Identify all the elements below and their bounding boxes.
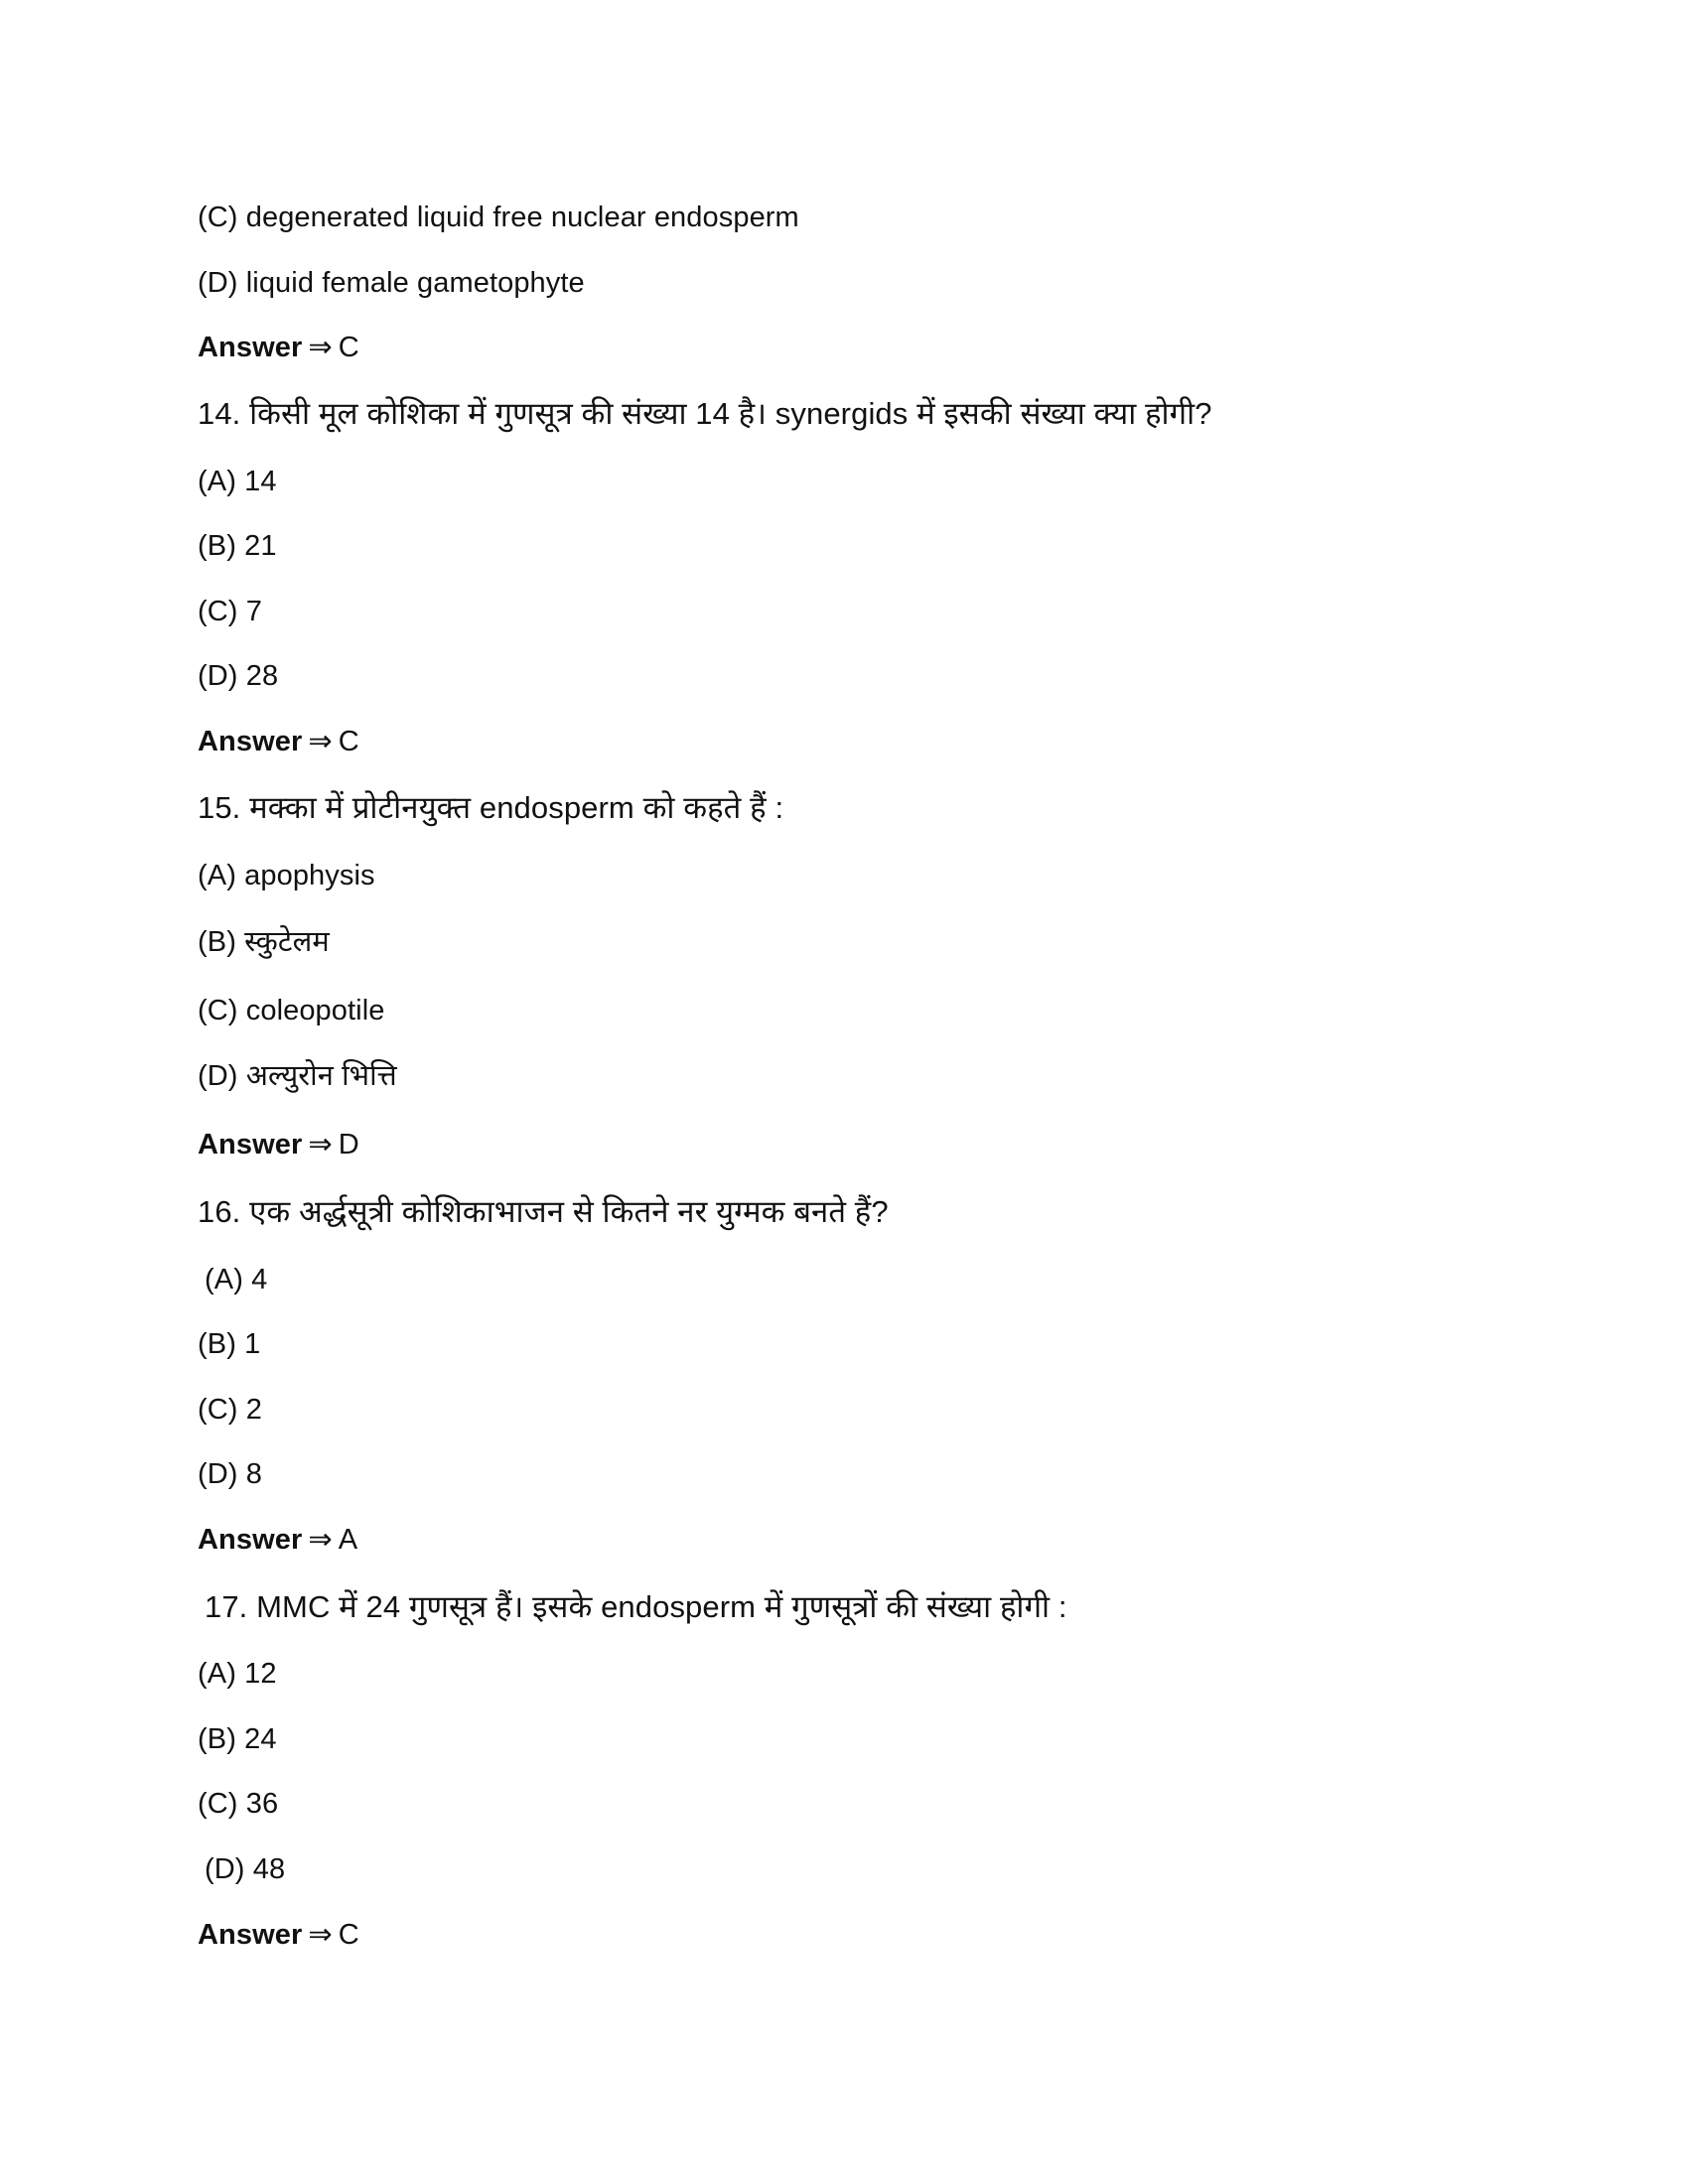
option-c xyxy=(198,1385,262,1434)
option-text: 2 xyxy=(245,1394,262,1426)
answer-line xyxy=(198,1120,359,1169)
option-letter: (C) xyxy=(198,202,238,233)
question-14 xyxy=(198,389,1212,439)
option-text: 1 xyxy=(244,1328,261,1360)
option-text: स्कुटेलम xyxy=(244,926,330,958)
answer-line xyxy=(198,717,359,766)
option-letter: (D) xyxy=(198,660,238,692)
option-text: 21 xyxy=(244,530,277,562)
option-d xyxy=(198,651,278,701)
implies-arrow-icon: ⇒ xyxy=(308,332,333,363)
question-16 xyxy=(198,1187,889,1237)
answer-label: Answer xyxy=(198,1524,303,1556)
option-letter: (B) xyxy=(198,1328,236,1360)
option-text: 48 xyxy=(252,1853,286,1885)
option-b xyxy=(198,917,330,967)
option-d xyxy=(198,1051,397,1101)
answer-line xyxy=(198,323,359,372)
implies-arrow-icon: ⇒ xyxy=(308,1919,333,1951)
option-text: 4 xyxy=(251,1264,268,1296)
option-letter: (D) xyxy=(198,1060,238,1092)
answer-line xyxy=(198,1910,359,1960)
option-text: apophysis xyxy=(244,860,375,891)
option-letter: (B) xyxy=(198,530,236,562)
option-b xyxy=(198,1714,277,1764)
answer-value: C xyxy=(338,726,359,757)
question-number: 17. xyxy=(205,1589,248,1624)
question-text: MMC में 24 गुणसूत्र हैं। इसके endosperm में गुणसूत्रों की संख्या होगी : xyxy=(256,1589,1067,1624)
answer-line xyxy=(198,1515,357,1565)
option-letter: (D) xyxy=(198,1458,238,1490)
option-text: liquid female gametophyte xyxy=(245,267,585,299)
option-text: 12 xyxy=(244,1658,277,1690)
option-letter: (A) xyxy=(198,860,236,891)
answer-label: Answer xyxy=(198,1129,303,1160)
option-text: 24 xyxy=(244,1723,277,1755)
option-c xyxy=(198,193,799,242)
option-letter: (C) xyxy=(198,995,238,1026)
option-text: अल्युरोन भित्ति xyxy=(245,1060,397,1092)
option-letter: (A) xyxy=(198,466,236,497)
option-letter: (C) xyxy=(198,596,238,627)
question-15 xyxy=(198,783,783,833)
implies-arrow-icon: ⇒ xyxy=(308,1524,333,1556)
option-c xyxy=(198,587,262,636)
option-letter: (C) xyxy=(198,1788,238,1820)
option-b xyxy=(198,1319,260,1369)
option-text: 7 xyxy=(245,596,262,627)
answer-label: Answer xyxy=(198,332,303,363)
option-a xyxy=(198,1649,277,1699)
option-text: 8 xyxy=(245,1458,262,1490)
option-a xyxy=(198,851,375,900)
option-letter: (B) xyxy=(198,926,236,958)
question-17 xyxy=(205,1582,1067,1632)
option-letter: (A) xyxy=(205,1264,243,1296)
answer-value: A xyxy=(338,1524,358,1556)
answer-label: Answer xyxy=(198,1919,303,1951)
answer-value: C xyxy=(338,332,359,363)
option-c xyxy=(198,986,385,1035)
option-b xyxy=(198,521,277,571)
option-d xyxy=(198,1449,262,1499)
answer-label: Answer xyxy=(198,726,303,757)
option-a xyxy=(205,1255,267,1304)
option-text: 36 xyxy=(245,1788,279,1820)
option-letter: (D) xyxy=(198,267,238,299)
question-text: किसी मूल कोशिका में गुणसूत्र की संख्या 14 है। synergids में इसकी संख्या क्या होगी? xyxy=(249,396,1212,431)
answer-value: C xyxy=(338,1919,359,1951)
answer-value: D xyxy=(338,1129,359,1160)
question-text: मक्का में प्रोटीनयुक्त endosperm को कहते हैं : xyxy=(249,790,784,825)
implies-arrow-icon: ⇒ xyxy=(308,1129,333,1160)
option-letter: (B) xyxy=(198,1723,236,1755)
option-d xyxy=(198,258,585,308)
option-text: coleopotile xyxy=(245,995,385,1026)
option-text: degenerated liquid free nuclear endosperm xyxy=(245,202,799,233)
question-number: 14. xyxy=(198,396,241,431)
option-a xyxy=(198,457,277,506)
option-c xyxy=(198,1779,278,1829)
question-number: 15. xyxy=(198,790,241,825)
implies-arrow-icon: ⇒ xyxy=(308,726,333,757)
option-text: 14 xyxy=(244,466,277,497)
question-number: 16. xyxy=(198,1194,241,1229)
option-text: 28 xyxy=(245,660,279,692)
option-letter: (D) xyxy=(205,1853,245,1885)
option-d xyxy=(205,1844,285,1894)
option-letter: (C) xyxy=(198,1394,238,1426)
question-text: एक अर्द्धसूत्री कोशिकाभाजन से कितने नर युग्मक बनते हैं? xyxy=(249,1194,889,1229)
option-letter: (A) xyxy=(198,1658,236,1690)
